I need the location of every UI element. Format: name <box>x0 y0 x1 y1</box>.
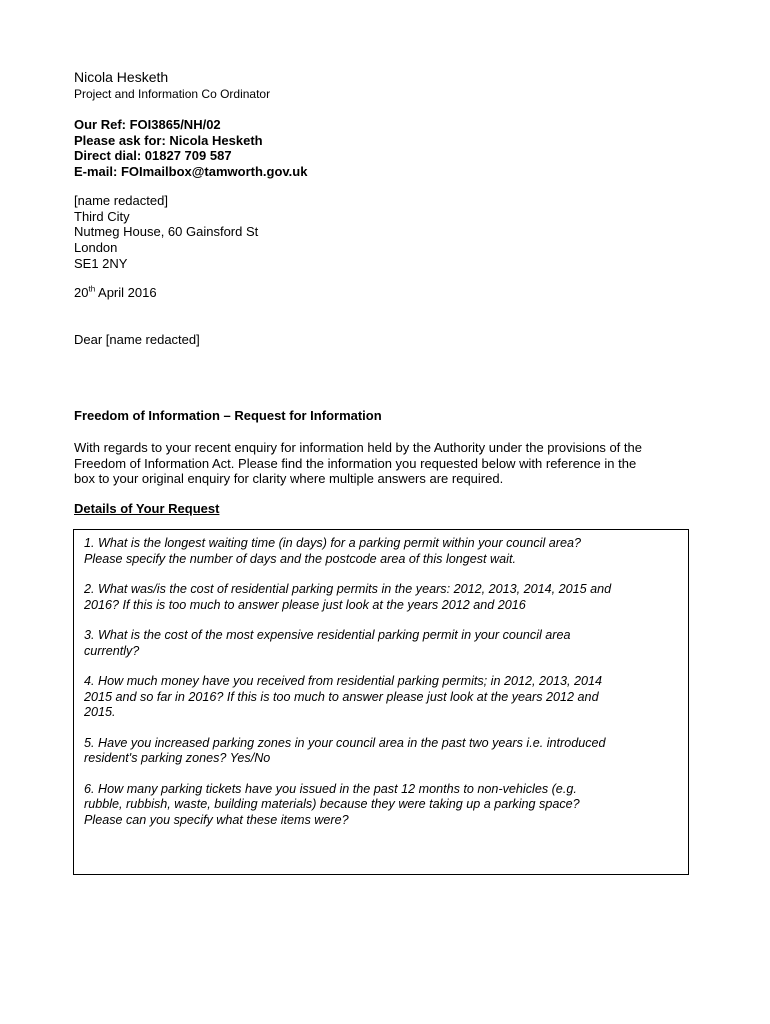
question-line: rubble, rubbish, waste, building materials) because they were taking up a parking space? <box>84 797 580 811</box>
question-line: 3. What is the cost of the most expensive residential parking permit in your council area <box>84 628 571 642</box>
salutation: Dear [name redacted] <box>74 332 200 347</box>
intro-paragraph <box>74 440 704 487</box>
reference-block <box>74 117 307 179</box>
question-line: 1. What is the longest waiting time (in days) for a parking permit within your council area? <box>84 536 581 550</box>
question-line: 5. Have you increased parking zones in your council area in the past two years i.e. introduced <box>84 735 606 750</box>
address-line: [name redacted] <box>74 193 168 208</box>
sender-block <box>74 68 270 102</box>
sender-name: Nicola Hesketh <box>74 69 169 85</box>
direct-dial: Direct dial: 01827 709 587 <box>74 148 232 163</box>
our-ref: Our Ref: FOI3865/NH/02 <box>74 117 221 132</box>
question-line: 2. What was/is the cost of residential parking permits in the years: 2012, 2013, 2014, 2015 and <box>84 582 612 596</box>
question-5 <box>84 736 678 767</box>
subject-heading: Freedom of Information – Request for Information <box>74 408 382 423</box>
intro-line: Freedom of Information Act. Please find the information you requested below with reference in the <box>74 455 637 471</box>
email-address: E-mail: FOImailbox@tamworth.gov.uk <box>74 163 308 179</box>
question-4 <box>84 674 678 721</box>
ask-for: Please ask for: Nicola Hesketh <box>74 132 263 148</box>
intro-line: With regards to your recent enquiry for information held by the Authority under the provisions of the <box>74 440 642 455</box>
question-line: Please can you specify what these items were? <box>84 812 349 827</box>
request-box <box>73 529 689 875</box>
date-suffix: th <box>88 284 96 294</box>
address-line: SE1 2NY <box>74 255 128 271</box>
date-rest: April 2016 <box>95 285 157 300</box>
address-line: Nutmeg House, 60 Gainsford St <box>74 224 259 240</box>
recipient-address <box>74 193 258 272</box>
address-line: Third City <box>74 208 130 224</box>
letter-date <box>74 285 157 301</box>
intro-line: box to your original enquiry for clarity where multiple answers are required. <box>74 471 504 486</box>
question-3 <box>84 628 678 659</box>
question-line: 2016? If this is too much to answer please just look at the years 2012 and 2016 <box>84 597 526 612</box>
question-line: 2015 and so far in 2016? If this is too much to answer please just look at the years 2012 and <box>84 689 599 704</box>
address-line: London <box>74 240 118 256</box>
details-heading: Details of Your Request <box>74 501 220 516</box>
question-line: 4. How much money have you received from residential parking permits; in 2012, 2013, 2014 <box>84 674 603 688</box>
question-line: 2015. <box>84 705 116 719</box>
question-1 <box>84 536 678 567</box>
question-line: resident's parking zones? Yes/No <box>84 751 271 765</box>
sender-title: Project and Information Co Ordinator <box>74 87 271 101</box>
question-line: currently? <box>84 643 140 658</box>
question-line: Please specify the number of days and the postcode area of this longest wait. <box>84 551 516 566</box>
question-6 <box>84 782 678 829</box>
date-day: 20 <box>74 285 89 300</box>
question-line: 6. How many parking tickets have you issued in the past 12 months to non-vehicles (e.g. <box>84 781 577 796</box>
question-2 <box>84 582 678 613</box>
